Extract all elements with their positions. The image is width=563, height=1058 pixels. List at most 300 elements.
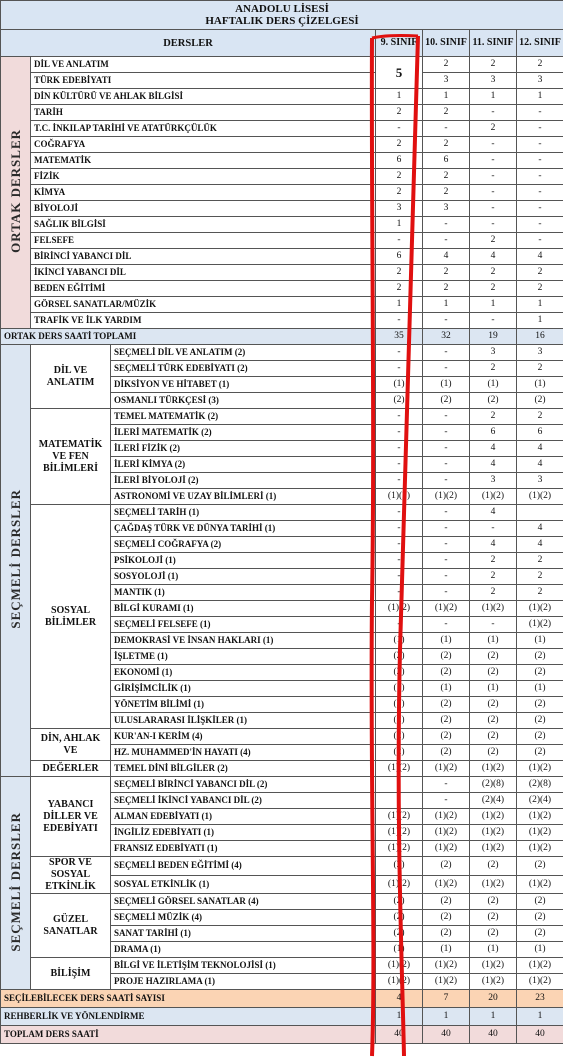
hours-g12: (1)	[517, 633, 563, 649]
course-name: SANAT TARİHİ (1)	[111, 926, 376, 942]
hours-g9: 1	[376, 89, 423, 105]
footer-label: SEÇİLEBİLECEK DERS SAATİ SAYISI	[1, 990, 376, 1008]
hours-g9: 1	[376, 1008, 423, 1026]
hours-g11: (2)	[470, 894, 517, 910]
hours-g11: (2)	[470, 713, 517, 729]
course-name: DRAMA (1)	[111, 942, 376, 958]
course-name: SEÇMELİ TÜRK EDEBİYATI (2)	[111, 361, 376, 377]
hours-g10: -	[423, 569, 470, 585]
course-name: İLERİ FİZİK (2)	[111, 441, 376, 457]
hours-g12: 1	[517, 313, 563, 329]
hours-g11: -	[470, 201, 517, 217]
table-row	[1, 201, 563, 217]
hours-g10: (1)(2)	[423, 958, 470, 974]
hours-g12: (1)(2)	[517, 825, 563, 841]
hours-g12: -	[517, 153, 563, 169]
course-name: SEÇMELİ DİL VE ANLATIM (2)	[111, 345, 376, 361]
hours-g10: (1)	[423, 942, 470, 958]
hours-g9: 35	[376, 329, 423, 345]
course-name: TEMEL DİNİ BİLGİLER (2)	[111, 761, 376, 777]
hours-g11: 2	[470, 265, 517, 281]
table-row	[1, 857, 563, 876]
hours-g9: 2	[376, 265, 423, 281]
course-name: TÜRK EDEBİYATI	[31, 73, 376, 89]
hours-g11: (1)(2)	[470, 825, 517, 841]
table-row	[1, 329, 563, 345]
header-g9: 9. SINIF	[376, 30, 423, 57]
hours-g11: 2	[470, 569, 517, 585]
course-name: FRANSIZ EDEBİYATI (1)	[111, 841, 376, 857]
group-label: SOSYAL BİLİMLER	[31, 505, 111, 729]
hours-g9: -	[376, 313, 423, 329]
hours-g11: (2)(4)	[470, 793, 517, 809]
course-name: İŞLETME (1)	[111, 649, 376, 665]
table-row	[1, 777, 563, 793]
hours-g10: 2	[423, 137, 470, 153]
hours-g11: 1	[470, 89, 517, 105]
course-name: OSMANLI TÜRKÇESİ (3)	[111, 393, 376, 409]
hours-g9: (1)(2)	[376, 489, 423, 505]
hours-g11: 3	[470, 473, 517, 489]
hours-g12: (2)(4)	[517, 793, 563, 809]
hours-g10: -	[423, 121, 470, 137]
table-row	[1, 313, 563, 329]
hours-g10: (1)(2)	[423, 841, 470, 857]
course-name: FİZİK	[31, 169, 376, 185]
hours-g11: -	[470, 617, 517, 633]
hours-g10: (2)	[423, 393, 470, 409]
hours-g12: 2	[517, 265, 563, 281]
hours-g12: 4	[517, 537, 563, 553]
hours-g9: 5	[376, 57, 423, 89]
page-title	[1, 1, 563, 30]
hours-g9: (2)	[376, 910, 423, 926]
course-name: TRAFİK VE İLK YARDIM	[31, 313, 376, 329]
hours-g12: (1)(2)	[517, 875, 563, 894]
hours-g10: -	[423, 473, 470, 489]
guidance-row	[1, 1008, 563, 1026]
hours-g12: (2)	[517, 857, 563, 876]
hours-g10: 6	[423, 153, 470, 169]
total-label: ORTAK DERS SAATİ TOPLAMI	[1, 329, 376, 345]
table-row	[1, 153, 563, 169]
hours-g11: (2)	[470, 697, 517, 713]
course-name: GİRİŞİMCİLİK (1)	[111, 681, 376, 697]
hours-g9: -	[376, 553, 423, 569]
hours-g10: -	[423, 217, 470, 233]
group-label: GÜZEL SANATLAR	[31, 894, 111, 958]
hours-g11: -	[470, 521, 517, 537]
hours-g12: (2)(8)	[517, 777, 563, 793]
hours-g11: 2	[470, 361, 517, 377]
course-name: BEDEN EĞİTİMİ	[31, 281, 376, 297]
hours-g10: (2)	[423, 649, 470, 665]
hours-g11: (1)(2)	[470, 875, 517, 894]
hours-g9: (1)(2)	[376, 825, 423, 841]
hours-g10: (2)	[423, 894, 470, 910]
hours-g10: -	[423, 457, 470, 473]
group-label: SPOR VE SOSYAL ETKİNLİK	[31, 857, 111, 894]
hours-g10: 40	[423, 1026, 470, 1044]
hours-g9: -	[376, 425, 423, 441]
hours-g12	[517, 505, 563, 521]
hours-g9: 1	[376, 217, 423, 233]
hours-g11: (2)	[470, 649, 517, 665]
hours-g9: (2)	[376, 926, 423, 942]
course-name: SEÇMELİ BEDEN EĞİTİMİ (4)	[111, 857, 376, 876]
hours-g11: 3	[470, 73, 517, 89]
grand-total-row	[1, 1026, 563, 1044]
hours-g11: (1)	[470, 942, 517, 958]
hours-g9: -	[376, 521, 423, 537]
hours-g11: -	[470, 313, 517, 329]
hours-g12: -	[517, 185, 563, 201]
hours-g12: (1)(2)	[517, 958, 563, 974]
hours-g12: 6	[517, 425, 563, 441]
course-name: KİMYA	[31, 185, 376, 201]
hours-g9: (2)	[376, 894, 423, 910]
course-name: MATEMATİK	[31, 153, 376, 169]
course-name: FELSEFE	[31, 233, 376, 249]
hours-g12: (1)(2)	[517, 809, 563, 825]
hours-g12: (2)	[517, 745, 563, 761]
hours-g9: 2	[376, 185, 423, 201]
course-name: SEÇMELİ MÜZİK (4)	[111, 910, 376, 926]
hours-g10: (1)	[423, 681, 470, 697]
table-row	[1, 73, 563, 89]
hours-g11: 2	[470, 553, 517, 569]
hours-g9: -	[376, 345, 423, 361]
course-name: GÖRSEL SANATLAR/MÜZİK	[31, 297, 376, 313]
course-name: COĞRAFYA	[31, 137, 376, 153]
hours-g9: 2	[376, 105, 423, 121]
school-type: ANADOLU LİSESİ	[235, 3, 329, 15]
hours-g10: (2)	[423, 857, 470, 876]
course-name: YÖNETİM BİLİMİ (1)	[111, 697, 376, 713]
hours-g12: (1)(2)	[517, 617, 563, 633]
course-name: TARİH	[31, 105, 376, 121]
hours-g10: (2)	[423, 697, 470, 713]
hours-g11: (2)	[470, 910, 517, 926]
hours-g12: -	[517, 169, 563, 185]
hours-g11: 4	[470, 249, 517, 265]
hours-g9: (1)(2)	[376, 601, 423, 617]
hours-g11: (2)	[470, 857, 517, 876]
hours-g9: -	[376, 409, 423, 425]
hours-g10: (1)(2)	[423, 601, 470, 617]
hours-g9: (2)	[376, 713, 423, 729]
table-row	[1, 89, 563, 105]
hours-g10: (2)	[423, 729, 470, 745]
section-secmeli-dersler-1	[1, 345, 31, 777]
hours-g12: 1	[517, 1008, 563, 1026]
group-label: BİLİŞİM	[31, 958, 111, 990]
table-row	[1, 57, 563, 73]
hours-g10: -	[423, 553, 470, 569]
table-row	[1, 121, 563, 137]
hours-g10: (1)(2)	[423, 974, 470, 990]
hours-g9: (1)	[376, 633, 423, 649]
course-name: BİLGİ KURAMI (1)	[111, 601, 376, 617]
hours-g9: -	[376, 777, 423, 793]
hours-g10: 1	[423, 1008, 470, 1026]
hours-g11: 2	[470, 233, 517, 249]
course-name: ULUSLARARASI İLİŞKİLER (1)	[111, 713, 376, 729]
hours-g9: (2)	[376, 649, 423, 665]
table-row	[1, 137, 563, 153]
hours-g10: -	[423, 793, 470, 809]
hours-g9: 3	[376, 201, 423, 217]
hours-g10: -	[423, 777, 470, 793]
hours-g10: (2)	[423, 665, 470, 681]
hours-g10: (1)(2)	[423, 761, 470, 777]
hours-g11: (1)	[470, 633, 517, 649]
hours-g12: (2)	[517, 393, 563, 409]
hours-g12: 1	[517, 89, 563, 105]
table-row	[1, 249, 563, 265]
course-name: DEMOKRASİ VE İNSAN HAKLARI (1)	[111, 633, 376, 649]
hours-g11: 2	[470, 585, 517, 601]
hours-g10: (2)	[423, 713, 470, 729]
hours-g12: (1)	[517, 377, 563, 393]
hours-g9: -	[376, 505, 423, 521]
course-name: PSİKOLOJİ (1)	[111, 553, 376, 569]
hours-g9: -	[376, 569, 423, 585]
hours-g11: 2	[470, 409, 517, 425]
course-name: SEÇMELİ COĞRAFYA (2)	[111, 537, 376, 553]
table-row	[1, 345, 563, 361]
hours-g10: (1)	[423, 633, 470, 649]
course-name: İLERİ MATEMATİK (2)	[111, 425, 376, 441]
course-name: İKİNCİ YABANCI DİL	[31, 265, 376, 281]
course-name: T.C. İNKILAP TARİHİ VE ATATÜRKÇÜLÜK	[31, 121, 376, 137]
hours-g11: 1	[470, 1008, 517, 1026]
hours-g12: -	[517, 121, 563, 137]
hours-g12: (1)(2)	[517, 489, 563, 505]
group-label: DİL VE ANLATIM	[31, 345, 111, 409]
hours-g12: 4	[517, 441, 563, 457]
hours-g10: -	[423, 345, 470, 361]
hours-g10: 3	[423, 201, 470, 217]
hours-g10: 2	[423, 57, 470, 73]
hours-g12: (1)(2)	[517, 601, 563, 617]
hours-g9: -	[376, 617, 423, 633]
hours-g12: (2)	[517, 697, 563, 713]
hours-g9: 2	[376, 169, 423, 185]
hours-g9: -	[376, 793, 423, 809]
hours-g9: -	[376, 233, 423, 249]
hours-g11: (2)	[470, 926, 517, 942]
hours-g9: 4	[376, 990, 423, 1008]
hours-g11: (1)(2)	[470, 809, 517, 825]
selectable-hours-row	[1, 990, 563, 1008]
hours-g10: -	[423, 233, 470, 249]
hours-g12: 2	[517, 57, 563, 73]
hours-g12: (2)	[517, 713, 563, 729]
hours-g12: (2)	[517, 665, 563, 681]
hours-g9: (1)(2)	[376, 974, 423, 990]
header-g10: 10. SINIF	[423, 30, 470, 57]
hours-g10: 4	[423, 249, 470, 265]
hours-g11: -	[470, 105, 517, 121]
hours-g11: (1)(2)	[470, 489, 517, 505]
hours-g9: (1)	[376, 377, 423, 393]
hours-g12: 3	[517, 473, 563, 489]
hours-g9: (2)	[376, 697, 423, 713]
hours-g9: 2	[376, 137, 423, 153]
hours-g12: 3	[517, 73, 563, 89]
hours-g10: (1)(2)	[423, 809, 470, 825]
course-name: BİRİNCİ YABANCI DİL	[31, 249, 376, 265]
hours-g11: 6	[470, 425, 517, 441]
hours-g9: (1)(2)	[376, 841, 423, 857]
course-name: BİYOLOJİ	[31, 201, 376, 217]
course-name: HZ. MUHAMMED'İN HAYATI (4)	[111, 745, 376, 761]
hours-g12: -	[517, 105, 563, 121]
course-name: İLERİ BİYOLOJİ (2)	[111, 473, 376, 489]
table-row	[1, 233, 563, 249]
table-row	[1, 409, 563, 425]
section-label: SEÇMELİ DERSLER	[8, 811, 23, 952]
hours-g11: (2)	[470, 393, 517, 409]
hours-g9: -	[376, 457, 423, 473]
hours-g11: 3	[470, 345, 517, 361]
hours-g9: (1)(2)	[376, 875, 423, 894]
hours-g12: (1)(2)	[517, 841, 563, 857]
hours-g11: (1)	[470, 377, 517, 393]
hours-g12: 2	[517, 281, 563, 297]
table-row	[1, 217, 563, 233]
hours-g10: -	[423, 425, 470, 441]
hours-g12: 2	[517, 569, 563, 585]
table-row	[1, 894, 563, 910]
group-label: YABANCI DİLLER VE EDEBİYATI	[31, 777, 111, 857]
hours-g11: (2)	[470, 665, 517, 681]
hours-g10: -	[423, 537, 470, 553]
course-name: BİLGİ VE İLETİŞİM TEKNOLOJİSİ (1)	[111, 958, 376, 974]
hours-g9: (1)(2)	[376, 958, 423, 974]
hours-g9: (1)(2)	[376, 761, 423, 777]
hours-g10: -	[423, 313, 470, 329]
table-row	[1, 281, 563, 297]
hours-g12: (1)	[517, 942, 563, 958]
hours-g12: 4	[517, 457, 563, 473]
hours-g11: (1)	[470, 681, 517, 697]
hours-g10: 2	[423, 185, 470, 201]
course-name: TEMEL MATEMATİK (2)	[111, 409, 376, 425]
hours-g9: 2	[376, 281, 423, 297]
schedule-title: HAFTALIK DERS ÇİZELGESİ	[205, 15, 359, 27]
hours-g10: -	[423, 441, 470, 457]
course-name: DİKSİYON VE HİTABET (1)	[111, 377, 376, 393]
hours-g11: (1)(2)	[470, 761, 517, 777]
hours-g10: 2	[423, 281, 470, 297]
header-dersler: DERSLER	[1, 30, 376, 57]
table-row	[1, 958, 563, 974]
hours-g10: (2)	[423, 910, 470, 926]
hours-g11: 2	[470, 121, 517, 137]
hours-g9: 1	[376, 297, 423, 313]
hours-g9: (2)	[376, 393, 423, 409]
hours-g12: (1)(2)	[517, 974, 563, 990]
hours-g12: (2)	[517, 649, 563, 665]
course-name: DİN KÜLTÜRÜ VE AHLAK BİLGİSİ	[31, 89, 376, 105]
course-name: MANTIK (1)	[111, 585, 376, 601]
hours-g12: (1)(2)	[517, 761, 563, 777]
hours-g12: 4	[517, 249, 563, 265]
hours-g12: -	[517, 137, 563, 153]
course-name: İNGİLİZ EDEBİYATI (1)	[111, 825, 376, 841]
hours-g11: -	[470, 153, 517, 169]
hours-g12: -	[517, 233, 563, 249]
course-name: SEÇMELİ TARİH (1)	[111, 505, 376, 521]
hours-g9: 6	[376, 153, 423, 169]
hours-g12: 4	[517, 521, 563, 537]
course-name: SOSYAL ETKİNLİK (1)	[111, 875, 376, 894]
hours-g9: (1)	[376, 681, 423, 697]
hours-g11: (1)(2)	[470, 958, 517, 974]
hours-g11: 4	[470, 457, 517, 473]
table-row	[1, 185, 563, 201]
hours-g10: (2)	[423, 926, 470, 942]
hours-g11: -	[470, 217, 517, 233]
hours-g10: -	[423, 521, 470, 537]
hours-g12: -	[517, 201, 563, 217]
table-row	[1, 761, 563, 777]
hours-g12: (2)	[517, 926, 563, 942]
group-label: DİN, AHLAK VE	[31, 729, 111, 761]
hours-g10: -	[423, 585, 470, 601]
table-row	[1, 265, 563, 281]
course-name: SOSYOLOJİ (1)	[111, 569, 376, 585]
course-name: SEÇMELİ GÖRSEL SANATLAR (4)	[111, 894, 376, 910]
hours-g11: (2)(8)	[470, 777, 517, 793]
hours-g9: (2)	[376, 745, 423, 761]
hours-g11: 4	[470, 537, 517, 553]
hours-g12: 40	[517, 1026, 563, 1044]
course-name: SAĞLIK BİLGİSİ	[31, 217, 376, 233]
section-secmeli-dersler-2	[1, 777, 31, 990]
hours-g9: (2)	[376, 665, 423, 681]
hours-g12: 2	[517, 553, 563, 569]
hours-g9: 40	[376, 1026, 423, 1044]
group-label: MATEMATİK VE FEN BİLİMLERİ	[31, 409, 111, 505]
course-name: İLERİ KİMYA (2)	[111, 457, 376, 473]
course-name: KUR'AN-I KERİM (4)	[111, 729, 376, 745]
hours-g11: -	[470, 185, 517, 201]
hours-g11: 2	[470, 57, 517, 73]
hours-g11: 19	[470, 329, 517, 345]
hours-g9: -	[376, 441, 423, 457]
header-g12: 12. SINIF	[517, 30, 563, 57]
course-name: DİL VE ANLATIM	[31, 57, 376, 73]
course-name: ALMAN EDEBİYATI (1)	[111, 809, 376, 825]
hours-g10: 7	[423, 990, 470, 1008]
hours-g10: (1)(2)	[423, 489, 470, 505]
hours-g9: (2)	[376, 729, 423, 745]
hours-g12: (2)	[517, 729, 563, 745]
hours-g11: (1)(2)	[470, 601, 517, 617]
hours-g11: 4	[470, 441, 517, 457]
hours-g9: (1)(2)	[376, 809, 423, 825]
course-name: SEÇMELİ FELSEFE (1)	[111, 617, 376, 633]
hours-g12: 2	[517, 409, 563, 425]
hours-g9: -	[376, 361, 423, 377]
hours-g9: 6	[376, 249, 423, 265]
hours-g10: 2	[423, 105, 470, 121]
footer-label: REHBERLİK VE YÖNLENDİRME	[1, 1008, 376, 1026]
hours-g11: 40	[470, 1026, 517, 1044]
